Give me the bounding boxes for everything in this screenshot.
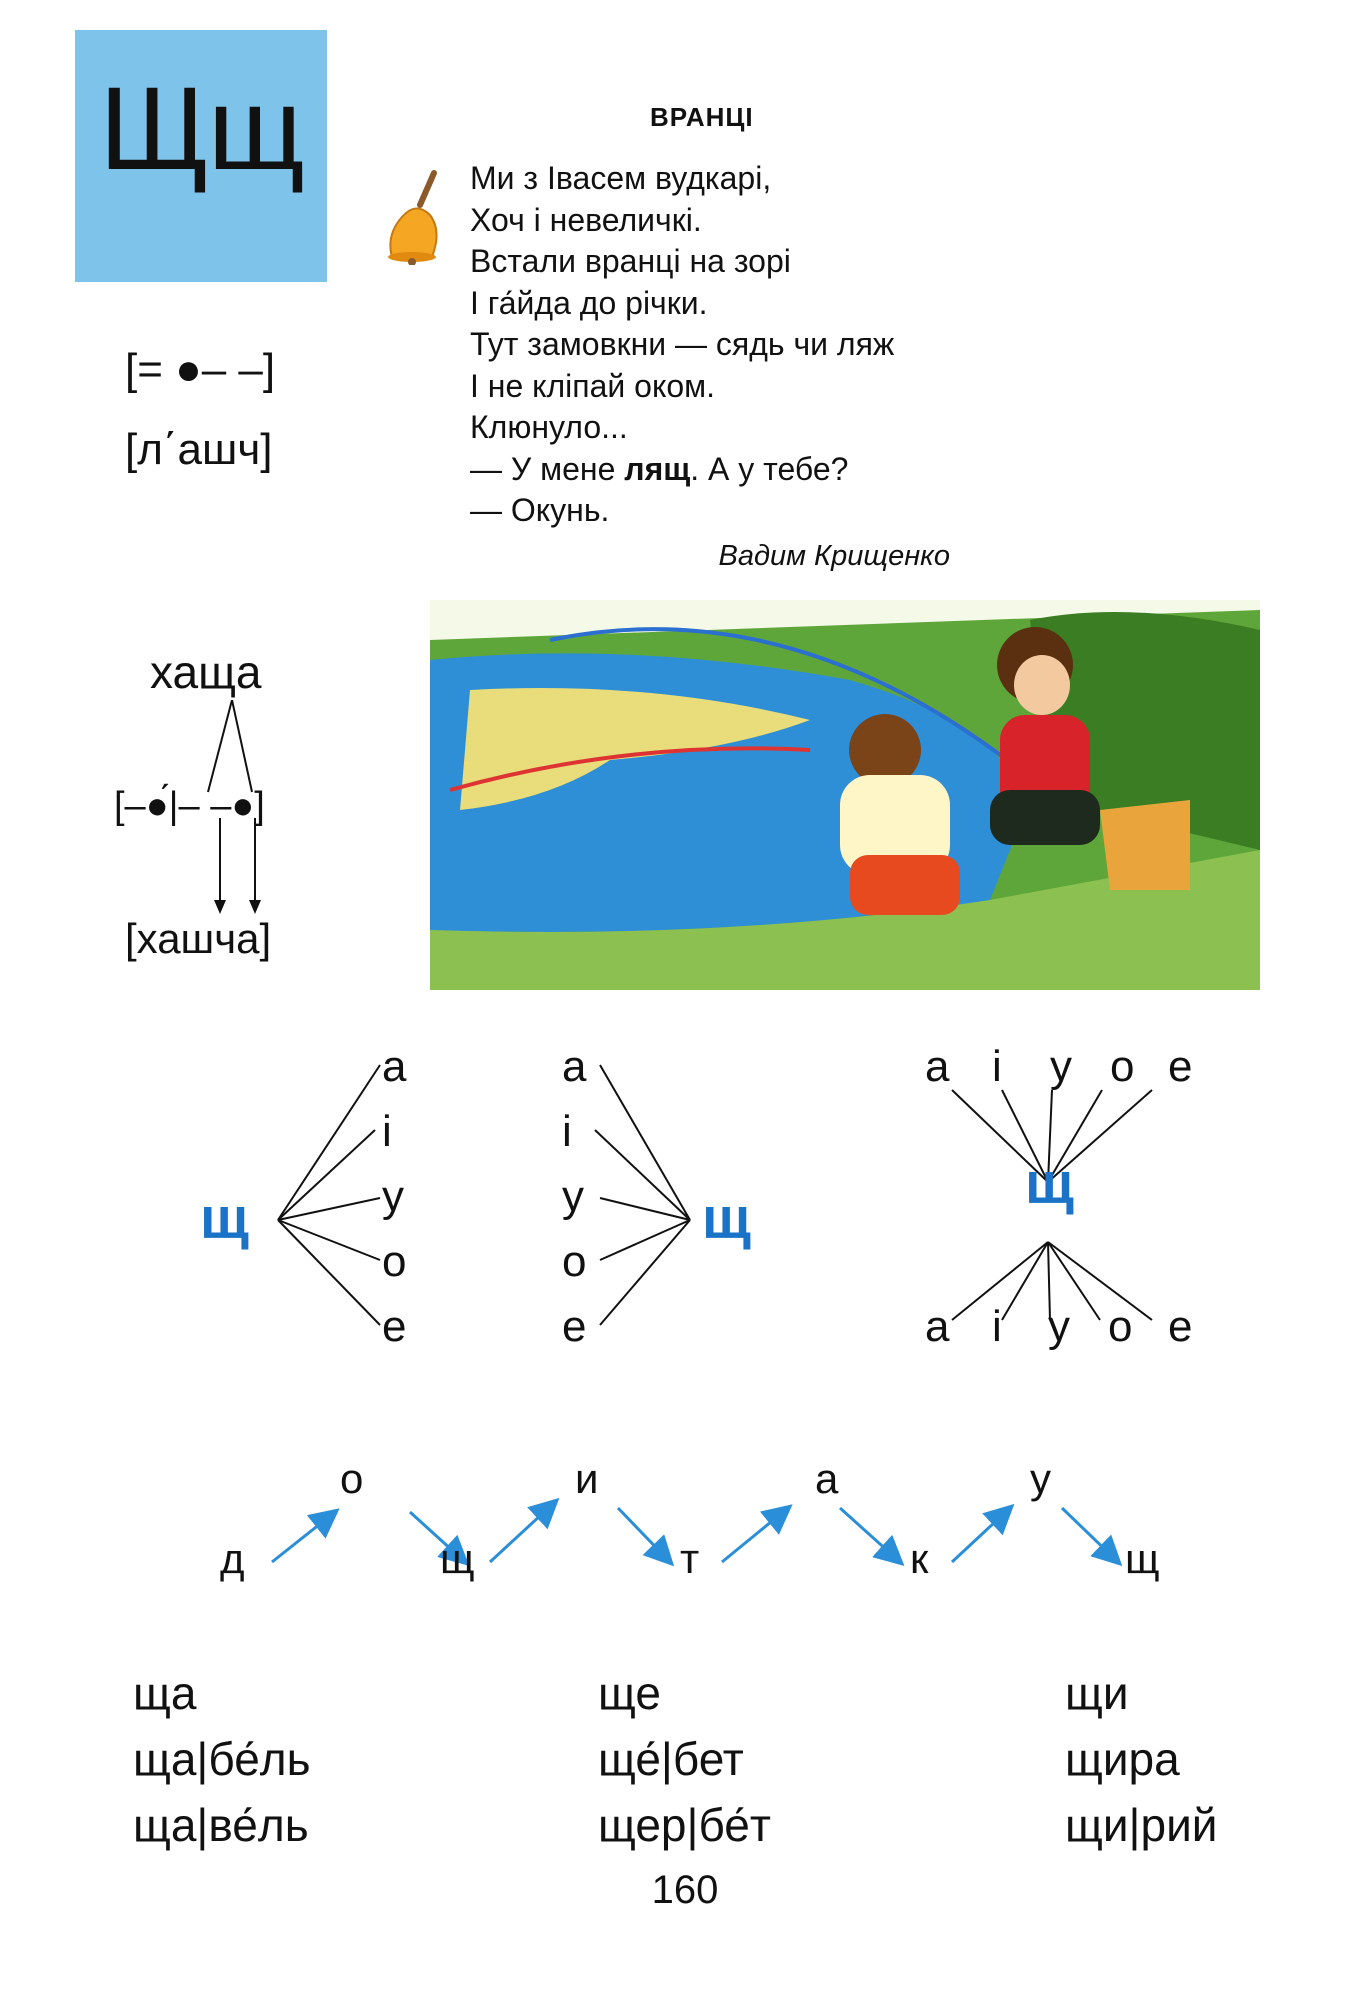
syllable-word: щи [1065, 1667, 1129, 1719]
syllable-column-3 [1065, 1660, 1217, 1858]
boys-fishing-illustration [430, 600, 1260, 990]
poem-line: Ми з Івасем вудкарі, [470, 160, 772, 196]
transcription: [л΄ашч] [125, 425, 273, 474]
chain-letter: а [815, 1455, 839, 1502]
poem-line [470, 449, 894, 491]
chain-letter: т [680, 1535, 700, 1582]
syllable-column-2 [598, 1660, 771, 1858]
poem-line: І не кліпай оком. [470, 367, 716, 404]
poem-bold-word: лящ [624, 450, 691, 487]
poem-title: ВРАНЦІ [650, 102, 754, 132]
fan3-consonant: щ [1025, 1151, 1074, 1216]
syllable-word: ща|ве́ль [133, 1799, 309, 1851]
poem-line: І га́йда до річки. [470, 284, 708, 321]
hashcha-scheme-lines [180, 700, 290, 920]
hashcha-sound-model: [–●́|– –●] [114, 785, 265, 827]
fan3-bottom-vowel: у [1048, 1302, 1070, 1351]
fan3-top-vowel: о [1110, 1042, 1135, 1091]
fan3-bottom-vowel: о [1108, 1302, 1133, 1351]
syllable-column-1 [133, 1660, 311, 1858]
poem-line: Тут замовкни — сядь чи ляж [470, 326, 895, 362]
fan2-consonant: щ [702, 1186, 751, 1251]
fan1-vowel: о [382, 1237, 407, 1286]
poem-text [470, 158, 894, 532]
chain-letter: к [910, 1535, 929, 1582]
poem-line-part: — У мене [470, 450, 625, 487]
fan3-bottom-vowel: і [992, 1302, 1002, 1351]
poem-author: Вадим Крищенко [718, 540, 950, 572]
fan3-bottom-vowel: е [1168, 1302, 1193, 1351]
fan2-vowel: у [562, 1172, 584, 1221]
fan3-top-vowel: а [925, 1042, 950, 1091]
syllable-word: ща [133, 1667, 197, 1719]
poem-line-part: . А у тебе? [690, 450, 849, 487]
poem-line: — Окунь. [470, 492, 610, 528]
fan2-vowel: о [562, 1237, 587, 1286]
syllable-word: щи|рий [1065, 1799, 1218, 1851]
chain-letter: щ [440, 1535, 475, 1582]
letter-title: Щщ [99, 63, 303, 195]
page-number: 160 [651, 1868, 719, 1912]
fan1-vowel: і [382, 1107, 392, 1156]
fan3-top-vowel: у [1050, 1042, 1072, 1091]
syllable-word: щира [1065, 1733, 1180, 1785]
fan2-vowel: а [562, 1042, 587, 1091]
fan2-vowel: і [562, 1107, 572, 1156]
chain-letter: у [1030, 1455, 1051, 1502]
sound-model: [= ●– –] [125, 345, 276, 394]
hashcha-transcription: [хашча] [125, 915, 272, 962]
poem-line: Встали вранці на зорі [470, 243, 791, 279]
word-hashcha: хаща [150, 646, 262, 698]
chain-letter: и [575, 1455, 599, 1502]
syllable-word: ща|бе́ль [133, 1733, 311, 1785]
fan1-vowel: у [382, 1172, 404, 1221]
chain-letter: щ [1125, 1535, 1160, 1582]
syllable-word: ще́|бет [598, 1733, 744, 1785]
poem-line: Клюнуло... [470, 409, 628, 445]
poem-line: Хоч і невеличкі. [470, 201, 702, 238]
fan2-vowel: е [562, 1302, 587, 1351]
fan1-consonant: щ [200, 1186, 249, 1251]
fan3-top-vowel: і [992, 1042, 1002, 1091]
fan1-vowel: е [382, 1302, 407, 1351]
syllable-word: ще [598, 1667, 661, 1719]
fan3-top-vowel: е [1168, 1042, 1193, 1091]
chain-letter: о [340, 1455, 364, 1502]
chain-letter: д [220, 1535, 245, 1582]
syllable-word: щер|бе́т [598, 1799, 771, 1851]
fan1-vowel: а [382, 1042, 407, 1091]
bell-icon [372, 165, 452, 265]
fan3-bottom-vowel: а [925, 1302, 950, 1351]
